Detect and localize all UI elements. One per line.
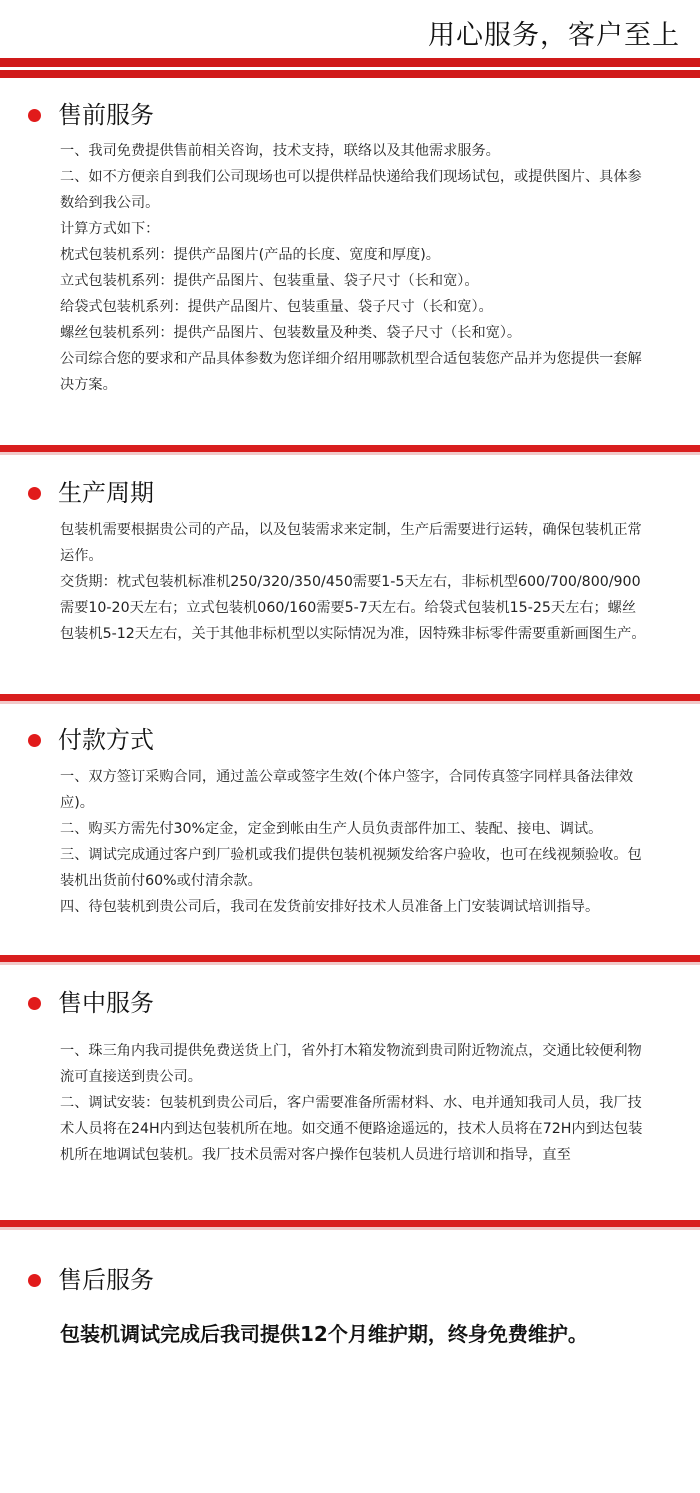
- paragraph: 二、调试安装：包装机到贵公司后，客户需要准备所需材料、水、电并通知我司人员，我厂技术人员将在24H内到达包装机所在地。如交通不便路途遥远的，技术人员将在72H内到达包装机所在地调试包装机。我厂技术员需对客户操作包装机人员进行培训和指导，直至: [60, 1095, 643, 1163]
- paragraph: 螺丝包装机系列：提供产品图片、包装数量及种类、袋子尺寸（长和宽）。: [60, 325, 522, 341]
- paragraph: 公司综合您的要求和产品具体参数为您详细介绍用哪款机型合适包装您产品并为您提供一套解决方案。: [60, 351, 642, 393]
- section-title-text: 售后服务: [58, 1266, 154, 1294]
- section-divider: [0, 445, 700, 452]
- paragraph: 包装机需要根据贵公司的产品，以及包装需求来定制，生产后需要进行运转，确保包装机正常运作。: [60, 522, 642, 564]
- bullet-dot-icon: [28, 1274, 41, 1287]
- paragraph: 枕式包装机系列：提供产品图片(产品的长度、宽度和厚度)。: [60, 247, 440, 263]
- section-title-text: 付款方式: [58, 726, 154, 754]
- paragraph: 计算方式如下：: [60, 221, 160, 237]
- header-red-band: [0, 58, 700, 78]
- section-title-text: 售前服务: [58, 101, 154, 129]
- bullet-dot-icon: [28, 997, 41, 1010]
- section-body: [60, 764, 646, 920]
- section-title: [28, 1264, 154, 1296]
- section-body: [60, 1038, 646, 1168]
- paragraph: 给袋式包装机系列：提供产品图片、包装重量、袋子尺寸（长和宽）。: [60, 299, 493, 315]
- section-title: [28, 99, 154, 131]
- header-tagline: 用心服务，客户至上: [428, 20, 680, 51]
- section-divider: [0, 1220, 700, 1227]
- section-title-text: 售中服务: [58, 989, 154, 1017]
- after-sales-statement: 包装机调试完成后我司提供12个月维护期，终身免费维护。: [60, 1322, 588, 1346]
- section-title: [28, 724, 154, 756]
- paragraph: 立式包装机系列：提供产品图片、包装重量、袋子尺寸（长和宽）。: [60, 273, 479, 289]
- paragraph: 四、待包装机到贵公司后，我司在发货前安排好技术人员准备上门安装调试培训指导。: [60, 899, 600, 915]
- bullet-dot-icon: [28, 734, 41, 747]
- section-title: [28, 477, 154, 509]
- bullet-dot-icon: [28, 487, 41, 500]
- paragraph: 交货期：枕式包装机标准机250/320/350/450需要1-5天左右，非标机型600/700/800/900需要10-20天左右；立式包装机060/160需要5-7天左右。给袋式包装机15-25天左右；螺丝包装机5-12天左右，关于其他非标机型以实际情况为准，因特殊非标零件需要重新画图生产。: [60, 574, 646, 642]
- paragraph: 二、如不方便亲自到我们公司现场也可以提供样品快递给我们现场试包，或提供图片、具体参数给到我公司。: [60, 169, 642, 211]
- paragraph: 二、购买方需先付30%定金，定金到帐由生产人员负责部件加工、装配、接电、调试。: [60, 821, 603, 837]
- section-divider: [0, 955, 700, 962]
- paragraph: 一、珠三角内我司提供免费送货上门，省外打木箱发物流到贵司附近物流点，交通比较便利物流可直接送到贵公司。: [60, 1043, 642, 1085]
- bullet-dot-icon: [28, 109, 41, 122]
- section-body: [60, 138, 646, 398]
- paragraph: 三、调试完成通过客户到厂验机或我们提供包装机视频发给客户验收，也可在线视频验收。包装机出货前付60%或付清余款。: [60, 847, 642, 889]
- section-divider: [0, 694, 700, 701]
- section-title-text: 生产周期: [58, 479, 154, 507]
- paragraph: 一、我司免费提供售前相关咨询，技术支持，联络以及其他需求服务。: [60, 143, 500, 159]
- section-body: [60, 517, 646, 647]
- paragraph: 一、双方签订采购合同，通过盖公章或签字生效(个体户签字，合同传真签字同样具备法律效应)。: [60, 769, 634, 811]
- section-title: [28, 987, 154, 1019]
